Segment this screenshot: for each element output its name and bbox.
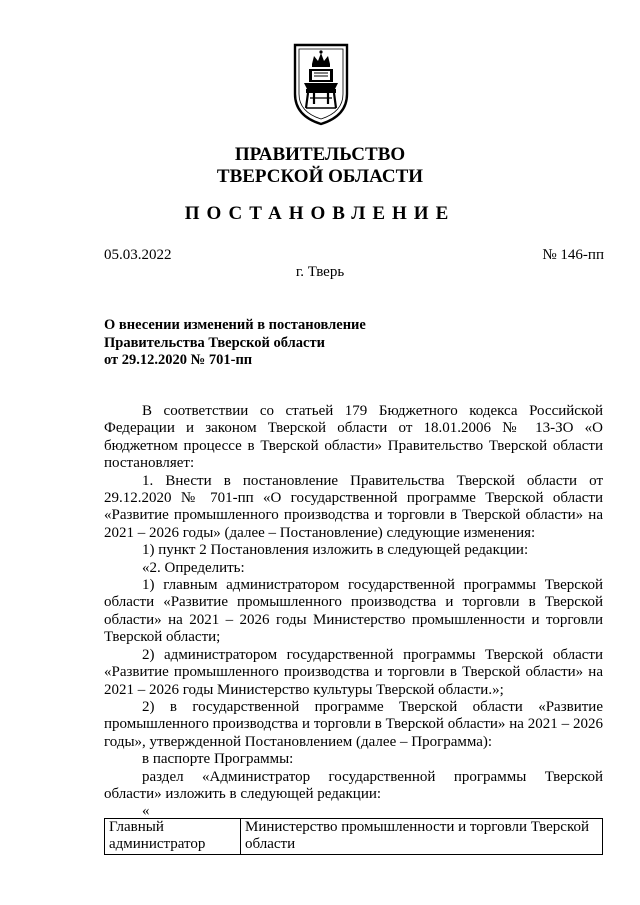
body-paragraph: 1. Внести в постановление Правительства Тверской области от 29.12.2020 № 701-пп «О государственной программе Тверской области «Развитие промышленного производства и торговли в Тверской области» на 2021 – 2026 годы» (далее – Постановление) следующие изменения: bbox=[104, 472, 603, 541]
document-type: ПОСТАНОВЛЕНИЕ bbox=[184, 203, 456, 224]
table-row bbox=[105, 819, 603, 855]
organization-name-line2: ТВЕРСКОЙ ОБЛАСТИ bbox=[216, 166, 424, 187]
table-cell: Главный администратор bbox=[105, 819, 241, 855]
body-paragraph: 2) в государственной программе Тверской области «Развитие промышленного производства и торговли в Тверской области» на 2021 – 2026 годы», утвержденной Постановлением (далее – Программа): bbox=[104, 698, 603, 750]
program-passport-table bbox=[104, 818, 603, 855]
body-paragraph: в паспорте Программы: bbox=[142, 751, 294, 768]
subject-line: Правительства Тверской области bbox=[104, 334, 325, 351]
body-paragraph: « bbox=[142, 803, 150, 820]
document-subject bbox=[104, 317, 366, 370]
document-body bbox=[104, 403, 603, 821]
document-number: № 146-пп bbox=[542, 247, 604, 263]
body-paragraph: «2. Определить: bbox=[142, 559, 245, 576]
subject-line: от 29.12.2020 № 701-пп bbox=[104, 352, 253, 368]
body-paragraph: 2) администратором государственной программы Тверской области «Развитие промышленного производства и торговли в Тверской области» на 2021 – 2026 годы Министерство культуры Тверской области.»; bbox=[104, 646, 603, 698]
coat-of-arms-tver-icon bbox=[292, 42, 350, 126]
organization-name-line1: ПРАВИТЕЛЬСТВО bbox=[234, 144, 406, 165]
subject-line: О внесении изменений в постановление bbox=[104, 317, 366, 333]
body-paragraph: 1) пункт 2 Постановления изложить в следующей редакции: bbox=[142, 542, 529, 559]
body-paragraph: 1) главным администратором государственной программы Тверской области «Развитие промышленного производства и торговли в Тверской области» на 2021 – 2026 годы Министерство промышленности и торговли Тверской области; bbox=[104, 577, 603, 646]
body-paragraph: В соответствии со статьей 179 Бюджетного кодекса Российской Федерации и законом Тверской области от 18.01.2006 № 13-ЗО «О бюджетном процессе в Тверской области» Правительство Тверской области постановляет: bbox=[104, 403, 603, 472]
document-date: 05.03.2022 bbox=[104, 247, 172, 263]
table-cell: Министерство промышленности и торговли Тверской области bbox=[241, 819, 603, 855]
document-city: г. Тверь bbox=[295, 264, 345, 280]
body-paragraph: раздел «Администратор государственной программы Тверской области» изложить в следующей редакции: bbox=[104, 768, 603, 802]
